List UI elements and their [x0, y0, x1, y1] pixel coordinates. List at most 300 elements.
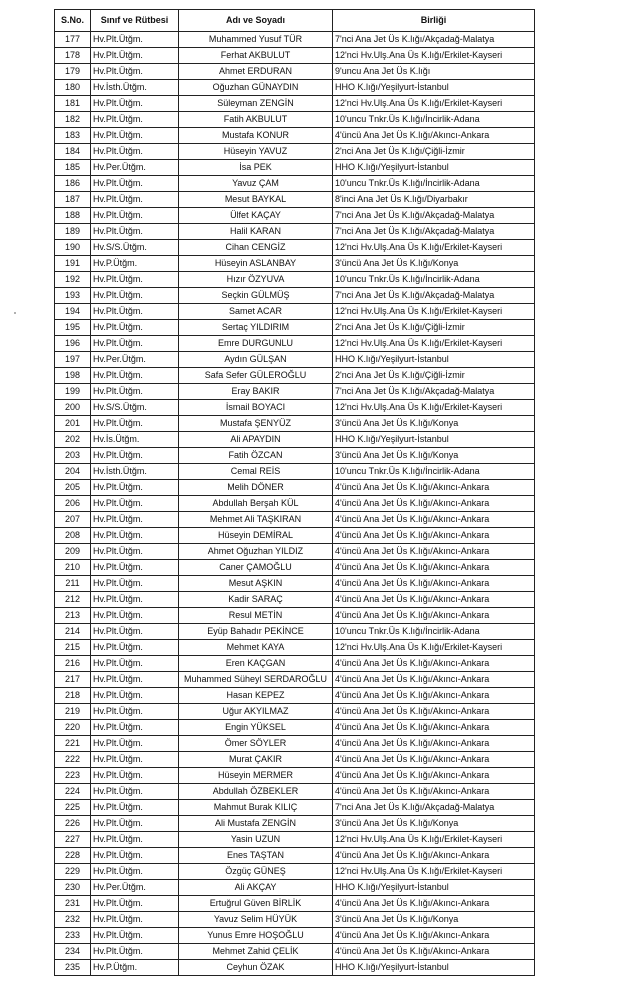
serial-no-cell: 178 — [55, 48, 91, 64]
name-cell: İsmail BOYACI — [179, 400, 333, 416]
table-row — [55, 128, 535, 144]
serial-no-cell: 216 — [55, 656, 91, 672]
name-cell: Yavuz Selim HÜYÜK — [179, 912, 333, 928]
table-row — [55, 320, 535, 336]
rank-cell: Hv.Plt.Ütğm. — [91, 944, 179, 960]
unit-cell: HHO K.lığı/Yeşilyurt-İstanbul — [333, 80, 535, 96]
name-cell: Kadir SARAÇ — [179, 592, 333, 608]
serial-no-cell: 224 — [55, 784, 91, 800]
rank-cell: Hv.Plt.Ütğm. — [91, 720, 179, 736]
table-row — [55, 672, 535, 688]
serial-no-cell: 208 — [55, 528, 91, 544]
unit-cell: 4'üncü Ana Jet Üs K.lığı/Akıncı-Ankara — [333, 784, 535, 800]
serial-no-cell: 219 — [55, 704, 91, 720]
serial-no-cell: 215 — [55, 640, 91, 656]
name-cell: Mesut AŞKIN — [179, 576, 333, 592]
name-cell: Ertuğrul Güven BİRLİK — [179, 896, 333, 912]
rank-cell: Hv.Plt.Ütğm. — [91, 48, 179, 64]
name-cell: Yasin UZUN — [179, 832, 333, 848]
serial-no-cell: 194 — [55, 304, 91, 320]
unit-cell: 3'üncü Ana Jet Üs K.lığı/Konya — [333, 256, 535, 272]
table-row — [55, 944, 535, 960]
serial-no-cell: 205 — [55, 480, 91, 496]
table-row — [55, 112, 535, 128]
rank-cell: Hv.Plt.Ütğm. — [91, 576, 179, 592]
unit-cell: 4'üncü Ana Jet Üs K.lığı/Akıncı-Ankara — [333, 768, 535, 784]
name-cell: Safa Sefer GÜLEROĞLU — [179, 368, 333, 384]
unit-cell: 10'uncu Tnkr.Üs K.lığı/İncirlik-Adana — [333, 272, 535, 288]
unit-cell: 12'nci Hv.Ulş.Ana Üs K.lığı/Erkilet-Kayseri — [333, 240, 535, 256]
rank-cell: Hv.Plt.Ütğm. — [91, 416, 179, 432]
rank-cell: Hv.Plt.Ütğm. — [91, 336, 179, 352]
serial-no-cell: 234 — [55, 944, 91, 960]
table-row — [55, 256, 535, 272]
rank-cell: Hv.Plt.Ütğm. — [91, 784, 179, 800]
header-unit: Birliği — [333, 10, 535, 32]
table-row — [55, 608, 535, 624]
unit-cell: 2'nci Ana Jet Üs K.lığı/Çiğli-İzmir — [333, 144, 535, 160]
rank-cell: Hv.Plt.Ütğm. — [91, 192, 179, 208]
name-cell: Uğur AKYILMAZ — [179, 704, 333, 720]
table-row — [55, 208, 535, 224]
rank-cell: Hv.Plt.Ütğm. — [91, 448, 179, 464]
header-full-name: Adı ve Soyadı — [179, 10, 333, 32]
rank-cell: Hv.Per.Ütğm. — [91, 880, 179, 896]
unit-cell: 12'nci Hv.Ulş.Ana Üs K.lığı/Erkilet-Kayseri — [333, 832, 535, 848]
unit-cell: 4'üncü Ana Jet Üs K.lığı/Akıncı-Ankara — [333, 576, 535, 592]
scan-speck — [14, 312, 16, 314]
rank-cell: Hv.Plt.Ütğm. — [91, 656, 179, 672]
table-row — [55, 176, 535, 192]
name-cell: Ferhat AKBULUT — [179, 48, 333, 64]
rank-cell: Hv.P.Ütğm. — [91, 960, 179, 976]
table-row — [55, 192, 535, 208]
name-cell: Ahmet ERDURAN — [179, 64, 333, 80]
name-cell: Yunus Emre HOŞOĞLU — [179, 928, 333, 944]
serial-no-cell: 233 — [55, 928, 91, 944]
name-cell: Murat ÇAKIR — [179, 752, 333, 768]
table-row — [55, 816, 535, 832]
rank-cell: Hv.Plt.Ütğm. — [91, 480, 179, 496]
serial-no-cell: 207 — [55, 512, 91, 528]
serial-no-cell: 190 — [55, 240, 91, 256]
header-class-rank: Sınıf ve Rütbesi — [91, 10, 179, 32]
unit-cell: 3'üncü Ana Jet Üs K.lığı/Konya — [333, 416, 535, 432]
name-cell: Özgüç GÜNEŞ — [179, 864, 333, 880]
personnel-table — [54, 9, 535, 976]
unit-cell: HHO K.lığı/Yeşilyurt-İstanbul — [333, 880, 535, 896]
table-row — [55, 384, 535, 400]
table-row — [55, 560, 535, 576]
unit-cell: 4'üncü Ana Jet Üs K.lığı/Akıncı-Ankara — [333, 752, 535, 768]
unit-cell: 4'üncü Ana Jet Üs K.lığı/Akıncı-Ankara — [333, 704, 535, 720]
serial-no-cell: 181 — [55, 96, 91, 112]
name-cell: Mustafa KONUR — [179, 128, 333, 144]
serial-no-cell: 222 — [55, 752, 91, 768]
unit-cell: 4'üncü Ana Jet Üs K.lığı/Akıncı-Ankara — [333, 512, 535, 528]
rank-cell: Hv.Plt.Ütğm. — [91, 496, 179, 512]
name-cell: Caner ÇAMOĞLU — [179, 560, 333, 576]
table-row — [55, 432, 535, 448]
serial-no-cell: 189 — [55, 224, 91, 240]
rank-cell: Hv.İsth.Ütğm. — [91, 80, 179, 96]
table-row — [55, 416, 535, 432]
rank-cell: Hv.İs.Ütğm. — [91, 432, 179, 448]
name-cell: Mehmet KAYA — [179, 640, 333, 656]
unit-cell: 4'üncü Ana Jet Üs K.lığı/Akıncı-Ankara — [333, 608, 535, 624]
name-cell: Muhammed Yusuf TÜR — [179, 32, 333, 48]
unit-cell: 3'üncü Ana Jet Üs K.lığı/Konya — [333, 816, 535, 832]
unit-cell: 12'nci Hv.Ulş.Ana Üs K.lığı/Erkilet-Kayseri — [333, 400, 535, 416]
serial-no-cell: 203 — [55, 448, 91, 464]
name-cell: Ceyhun ÖZAK — [179, 960, 333, 976]
rank-cell: Hv.Plt.Ütğm. — [91, 704, 179, 720]
rank-cell: Hv.Per.Ütğm. — [91, 160, 179, 176]
table-row — [55, 224, 535, 240]
name-cell: Oğuzhan GÜNAYDIN — [179, 80, 333, 96]
table-row — [55, 288, 535, 304]
table-row — [55, 960, 535, 976]
rank-cell: Hv.S/S.Ütğm. — [91, 240, 179, 256]
serial-no-cell: 221 — [55, 736, 91, 752]
unit-cell: 4'üncü Ana Jet Üs K.lığı/Akıncı-Ankara — [333, 736, 535, 752]
rank-cell: Hv.Plt.Ütğm. — [91, 368, 179, 384]
rank-cell: Hv.Plt.Ütğm. — [91, 688, 179, 704]
serial-no-cell: 210 — [55, 560, 91, 576]
table-body — [55, 32, 535, 976]
rank-cell: Hv.Plt.Ütğm. — [91, 112, 179, 128]
serial-no-cell: 206 — [55, 496, 91, 512]
table-row — [55, 352, 535, 368]
name-cell: Engin YÜKSEL — [179, 720, 333, 736]
table-row — [55, 800, 535, 816]
serial-no-cell: 213 — [55, 608, 91, 624]
unit-cell: 12'nci Hv.Ulş.Ana Üs K.lığı/Erkilet-Kayseri — [333, 336, 535, 352]
unit-cell: 4'üncü Ana Jet Üs K.lığı/Akıncı-Ankara — [333, 688, 535, 704]
serial-no-cell: 182 — [55, 112, 91, 128]
rank-cell: Hv.Plt.Ütğm. — [91, 128, 179, 144]
unit-cell: 7'nci Ana Jet Üs K.lığı/Akçadağ-Malatya — [333, 208, 535, 224]
serial-no-cell: 209 — [55, 544, 91, 560]
name-cell: Hüseyin MERMER — [179, 768, 333, 784]
rank-cell: Hv.Plt.Ütğm. — [91, 768, 179, 784]
rank-cell: Hv.Plt.Ütğm. — [91, 832, 179, 848]
table-row — [55, 592, 535, 608]
rank-cell: Hv.Plt.Ütğm. — [91, 176, 179, 192]
unit-cell: 8'inci Ana Jet Üs K.lığı/Diyarbakır — [333, 192, 535, 208]
unit-cell: 4'üncü Ana Jet Üs K.lığı/Akıncı-Ankara — [333, 848, 535, 864]
rank-cell: Hv.S/S.Ütğm. — [91, 400, 179, 416]
unit-cell: 4'üncü Ana Jet Üs K.lığı/Akıncı-Ankara — [333, 656, 535, 672]
serial-no-cell: 198 — [55, 368, 91, 384]
unit-cell: 10'uncu Tnkr.Üs K.lığı/İncirlik-Adana — [333, 112, 535, 128]
unit-cell: 7'nci Ana Jet Üs K.lığı/Akçadağ-Malatya — [333, 800, 535, 816]
table-row — [55, 480, 535, 496]
table-row — [55, 272, 535, 288]
rank-cell: Hv.Plt.Ütğm. — [91, 512, 179, 528]
unit-cell: 12'nci Hv.Ulş.Ana Üs K.lığı/Erkilet-Kayseri — [333, 48, 535, 64]
unit-cell: 4'üncü Ana Jet Üs K.lığı/Akıncı-Ankara — [333, 896, 535, 912]
unit-cell: 4'üncü Ana Jet Üs K.lığı/Akıncı-Ankara — [333, 128, 535, 144]
name-cell: Hüseyin DEMİRAL — [179, 528, 333, 544]
rank-cell: Hv.Plt.Ütğm. — [91, 608, 179, 624]
unit-cell: 4'üncü Ana Jet Üs K.lığı/Akıncı-Ankara — [333, 928, 535, 944]
rank-cell: Hv.Plt.Ütğm. — [91, 624, 179, 640]
rank-cell: Hv.Plt.Ütğm. — [91, 384, 179, 400]
serial-no-cell: 228 — [55, 848, 91, 864]
name-cell: Fatih ÖZCAN — [179, 448, 333, 464]
unit-cell: 4'üncü Ana Jet Üs K.lığı/Akıncı-Ankara — [333, 528, 535, 544]
rank-cell: Hv.Plt.Ütğm. — [91, 752, 179, 768]
name-cell: Ali AKÇAY — [179, 880, 333, 896]
name-cell: Eyüp Bahadır PEKİNCE — [179, 624, 333, 640]
name-cell: Süleyman ZENGİN — [179, 96, 333, 112]
table-row — [55, 704, 535, 720]
name-cell: Ahmet Oğuzhan YILDIZ — [179, 544, 333, 560]
serial-no-cell: 204 — [55, 464, 91, 480]
unit-cell: 12'nci Hv.Ulş.Ana Üs K.lığı/Erkilet-Kayseri — [333, 640, 535, 656]
serial-no-cell: 217 — [55, 672, 91, 688]
rank-cell: Hv.Plt.Ütğm. — [91, 560, 179, 576]
serial-no-cell: 230 — [55, 880, 91, 896]
rank-cell: Hv.Per.Ütğm. — [91, 352, 179, 368]
table-row — [55, 624, 535, 640]
name-cell: Resul METİN — [179, 608, 333, 624]
table-row — [55, 576, 535, 592]
name-cell: Ali Mustafa ZENGİN — [179, 816, 333, 832]
name-cell: Hüseyin YAVUZ — [179, 144, 333, 160]
table-row — [55, 240, 535, 256]
table-row — [55, 544, 535, 560]
name-cell: Ömer SÖYLER — [179, 736, 333, 752]
name-cell: Hızır ÖZYUVA — [179, 272, 333, 288]
unit-cell: 4'üncü Ana Jet Üs K.lığı/Akıncı-Ankara — [333, 672, 535, 688]
table-row — [55, 448, 535, 464]
name-cell: Sertaç YILDIRIM — [179, 320, 333, 336]
name-cell: Abdullah ÖZBEKLER — [179, 784, 333, 800]
rank-cell: Hv.P.Ütğm. — [91, 256, 179, 272]
unit-cell: 2'nci Ana Jet Üs K.lığı/Çiğli-İzmir — [333, 320, 535, 336]
unit-cell: HHO K.lığı/Yeşilyurt-İstanbul — [333, 352, 535, 368]
table-row — [55, 880, 535, 896]
table-row — [55, 512, 535, 528]
serial-no-cell: 223 — [55, 768, 91, 784]
unit-cell: 12'nci Hv.Ulş.Ana Üs K.lığı/Erkilet-Kayseri — [333, 304, 535, 320]
unit-cell: HHO K.lığı/Yeşilyurt-İstanbul — [333, 960, 535, 976]
serial-no-cell: 226 — [55, 816, 91, 832]
unit-cell: 3'üncü Ana Jet Üs K.lığı/Konya — [333, 448, 535, 464]
name-cell: Aydın GÜLŞAN — [179, 352, 333, 368]
name-cell: Ali APAYDIN — [179, 432, 333, 448]
serial-no-cell: 202 — [55, 432, 91, 448]
name-cell: Fatih AKBULUT — [179, 112, 333, 128]
table-row — [55, 688, 535, 704]
name-cell: Halil KARAN — [179, 224, 333, 240]
name-cell: Mehmet Zahid ÇELİK — [179, 944, 333, 960]
rank-cell: Hv.Plt.Ütğm. — [91, 320, 179, 336]
name-cell: Seçkin GÜLMÜŞ — [179, 288, 333, 304]
table-row — [55, 848, 535, 864]
header-serial-no: S.No. — [55, 10, 91, 32]
rank-cell: Hv.Plt.Ütğm. — [91, 272, 179, 288]
rank-cell: Hv.Plt.Ütğm. — [91, 224, 179, 240]
rank-cell: Hv.Plt.Ütğm. — [91, 672, 179, 688]
serial-no-cell: 229 — [55, 864, 91, 880]
name-cell: Eren KAÇGAN — [179, 656, 333, 672]
name-cell: Eray BAKIR — [179, 384, 333, 400]
name-cell: Hüseyin ASLANBAY — [179, 256, 333, 272]
unit-cell: 4'üncü Ana Jet Üs K.lığı/Akıncı-Ankara — [333, 560, 535, 576]
table-row — [55, 144, 535, 160]
table-row — [55, 656, 535, 672]
rank-cell: Hv.Plt.Ütğm. — [91, 816, 179, 832]
header-row — [55, 10, 535, 32]
rank-cell: Hv.Plt.Ütğm. — [91, 864, 179, 880]
serial-no-cell: 191 — [55, 256, 91, 272]
serial-no-cell: 186 — [55, 176, 91, 192]
serial-no-cell: 212 — [55, 592, 91, 608]
rank-cell: Hv.Plt.Ütğm. — [91, 592, 179, 608]
name-cell: İsa PEK — [179, 160, 333, 176]
serial-no-cell: 200 — [55, 400, 91, 416]
table-row — [55, 752, 535, 768]
name-cell: Mahmut Burak KILIÇ — [179, 800, 333, 816]
table-row — [55, 784, 535, 800]
unit-cell: HHO K.lığı/Yeşilyurt-İstanbul — [333, 432, 535, 448]
unit-cell: HHO K.lığı/Yeşilyurt-İstanbul — [333, 160, 535, 176]
unit-cell: 4'üncü Ana Jet Üs K.lığı/Akıncı-Ankara — [333, 944, 535, 960]
serial-no-cell: 188 — [55, 208, 91, 224]
unit-cell: 4'üncü Ana Jet Üs K.lığı/Akıncı-Ankara — [333, 496, 535, 512]
serial-no-cell: 231 — [55, 896, 91, 912]
rank-cell: Hv.Plt.Ütğm. — [91, 912, 179, 928]
unit-cell: 4'üncü Ana Jet Üs K.lığı/Akıncı-Ankara — [333, 480, 535, 496]
serial-no-cell: 180 — [55, 80, 91, 96]
rank-cell: Hv.Plt.Ütğm. — [91, 64, 179, 80]
serial-no-cell: 183 — [55, 128, 91, 144]
name-cell: Melih DÖNER — [179, 480, 333, 496]
rank-cell: Hv.Plt.Ütğm. — [91, 800, 179, 816]
table-row — [55, 736, 535, 752]
table-row — [55, 864, 535, 880]
rank-cell: Hv.Plt.Ütğm. — [91, 144, 179, 160]
rank-cell: Hv.Plt.Ütğm. — [91, 848, 179, 864]
table-row — [55, 640, 535, 656]
serial-no-cell: 196 — [55, 336, 91, 352]
unit-cell: 10'uncu Tnkr.Üs K.lığı/İncirlik-Adana — [333, 624, 535, 640]
unit-cell: 10'uncu Tnkr.Üs K.lığı/İncirlik-Adana — [333, 176, 535, 192]
serial-no-cell: 195 — [55, 320, 91, 336]
table-row — [55, 80, 535, 96]
serial-no-cell: 232 — [55, 912, 91, 928]
serial-no-cell: 218 — [55, 688, 91, 704]
unit-cell: 7'nci Ana Jet Üs K.lığı/Akçadağ-Malatya — [333, 32, 535, 48]
name-cell: Muhammed Süheyl SERDAROĞLU — [179, 672, 333, 688]
unit-cell: 4'üncü Ana Jet Üs K.lığı/Akıncı-Ankara — [333, 592, 535, 608]
name-cell: Emre DURGUNLU — [179, 336, 333, 352]
name-cell: Mehmet Ali TAŞKIRAN — [179, 512, 333, 528]
unit-cell: 7'nci Ana Jet Üs K.lığı/Akçadağ-Malatya — [333, 384, 535, 400]
unit-cell: 2'nci Ana Jet Üs K.lığı/Çiğli-İzmir — [333, 368, 535, 384]
serial-no-cell: 199 — [55, 384, 91, 400]
rank-cell: Hv.Plt.Ütğm. — [91, 288, 179, 304]
unit-cell: 10'uncu Tnkr.Üs K.lığı/İncirlik-Adana — [333, 464, 535, 480]
personnel-list-sheet — [54, 9, 535, 976]
table-row — [55, 400, 535, 416]
rank-cell: Hv.İsth.Ütğm. — [91, 464, 179, 480]
serial-no-cell: 177 — [55, 32, 91, 48]
rank-cell: Hv.Plt.Ütğm. — [91, 208, 179, 224]
serial-no-cell: 193 — [55, 288, 91, 304]
rank-cell: Hv.Plt.Ütğm. — [91, 32, 179, 48]
rank-cell: Hv.Plt.Ütğm. — [91, 304, 179, 320]
unit-cell: 12'nci Hv.Ulş.Ana Üs K.lığı/Erkilet-Kayseri — [333, 864, 535, 880]
table-row — [55, 528, 535, 544]
serial-no-cell: 235 — [55, 960, 91, 976]
table-row — [55, 160, 535, 176]
unit-cell: 7'nci Ana Jet Üs K.lığı/Akçadağ-Malatya — [333, 288, 535, 304]
table-row — [55, 896, 535, 912]
name-cell: Mustafa ŞENYÜZ — [179, 416, 333, 432]
unit-cell: 7'nci Ana Jet Üs K.lığı/Akçadağ-Malatya — [333, 224, 535, 240]
unit-cell: 12'nci Hv.Ulş.Ana Üs K.lığı/Erkilet-Kayseri — [333, 96, 535, 112]
serial-no-cell: 227 — [55, 832, 91, 848]
table-row — [55, 368, 535, 384]
table-row — [55, 496, 535, 512]
rank-cell: Hv.Plt.Ütğm. — [91, 896, 179, 912]
name-cell: Cemal REİS — [179, 464, 333, 480]
table-row — [55, 32, 535, 48]
serial-no-cell: 211 — [55, 576, 91, 592]
serial-no-cell: 197 — [55, 352, 91, 368]
name-cell: Abdullah Berşah KÜL — [179, 496, 333, 512]
name-cell: Mesut BAYKAL — [179, 192, 333, 208]
unit-cell: 9'uncu Ana Jet Üs K.lığı — [333, 64, 535, 80]
table-row — [55, 832, 535, 848]
rank-cell: Hv.Plt.Ütğm. — [91, 544, 179, 560]
rank-cell: Hv.Plt.Ütğm. — [91, 640, 179, 656]
table-row — [55, 96, 535, 112]
name-cell: Enes TAŞTAN — [179, 848, 333, 864]
unit-cell: 4'üncü Ana Jet Üs K.lığı/Akıncı-Ankara — [333, 720, 535, 736]
rank-cell: Hv.Plt.Ütğm. — [91, 528, 179, 544]
table-row — [55, 304, 535, 320]
table-header — [55, 10, 535, 32]
table-row — [55, 48, 535, 64]
table-row — [55, 912, 535, 928]
name-cell: Samet ACAR — [179, 304, 333, 320]
table-row — [55, 768, 535, 784]
serial-no-cell: 185 — [55, 160, 91, 176]
table-row — [55, 720, 535, 736]
name-cell: Ülfet KAÇAY — [179, 208, 333, 224]
name-cell: Hasan KEPEZ — [179, 688, 333, 704]
serial-no-cell: 187 — [55, 192, 91, 208]
unit-cell: 3'üncü Ana Jet Üs K.lığı/Konya — [333, 912, 535, 928]
serial-no-cell: 179 — [55, 64, 91, 80]
serial-no-cell: 192 — [55, 272, 91, 288]
unit-cell: 4'üncü Ana Jet Üs K.lığı/Akıncı-Ankara — [333, 544, 535, 560]
rank-cell: Hv.Plt.Ütğm. — [91, 96, 179, 112]
name-cell: Cihan CENGİZ — [179, 240, 333, 256]
name-cell: Yavuz ÇAM — [179, 176, 333, 192]
serial-no-cell: 214 — [55, 624, 91, 640]
serial-no-cell: 225 — [55, 800, 91, 816]
serial-no-cell: 220 — [55, 720, 91, 736]
table-row — [55, 928, 535, 944]
serial-no-cell: 201 — [55, 416, 91, 432]
table-row — [55, 64, 535, 80]
